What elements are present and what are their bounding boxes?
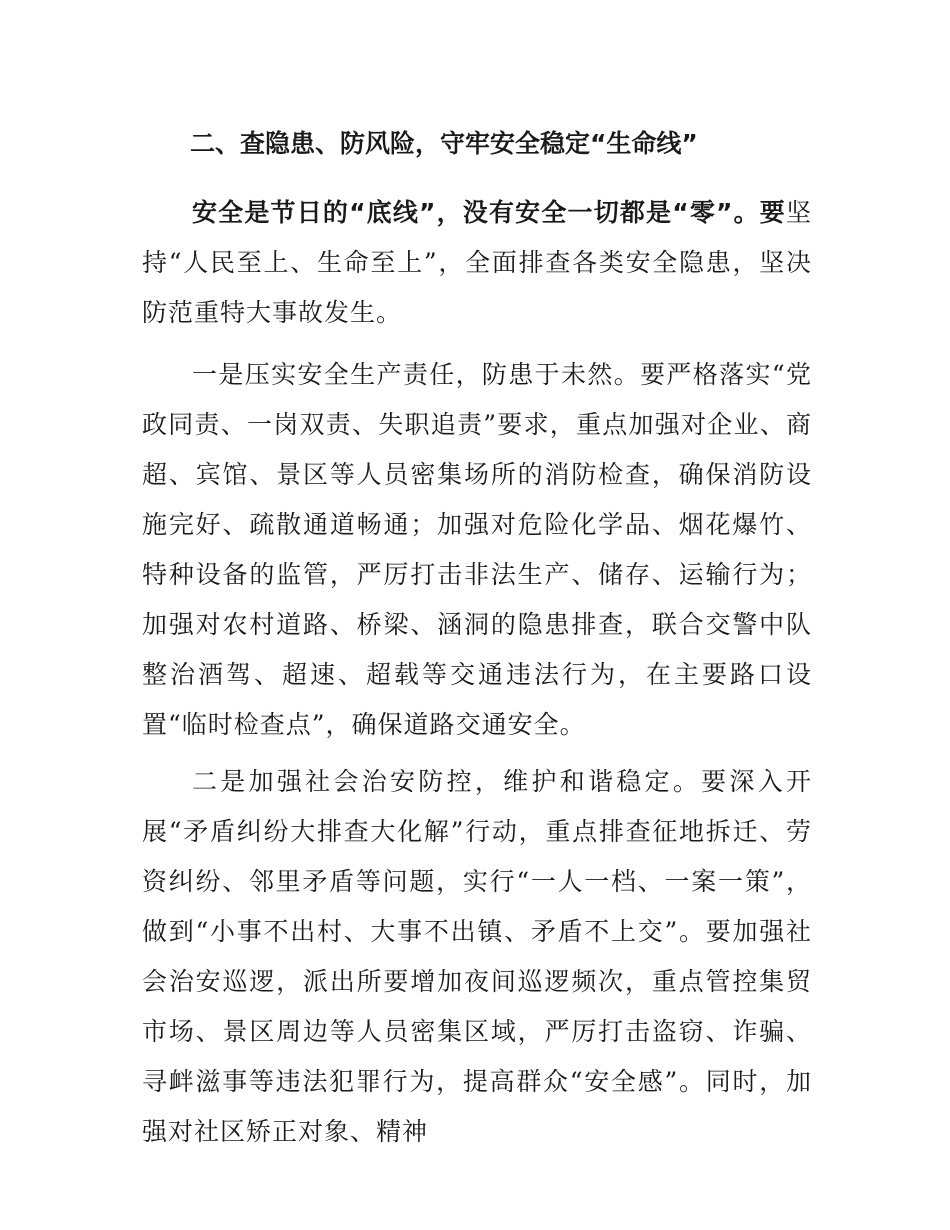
paragraph-text: 一是压实安全生产责任，防患于未然。要严格落实“党政同责、一岗双责、失职追责”要求，重点加强对企业、商超、宾馆、景区等人员密集场所的消防检查，确保消防设施完好、疏散通道畅通；加强对危险化学品、烟花爆竹、特种设备的监管，严厉打击非法生产、储存、运输行为；加强对农村道路、桥梁、涵洞的隐患排查，联合交警中队整治酒驾、超速、超载等交通违法行为，在主要路口设置“临时检查点”，确保道路交通安全。	[142, 360, 812, 739]
paragraph-public-security	[142, 757, 812, 1157]
paragraph-safety-bottom-line	[142, 188, 812, 338]
paragraph-text: 二是加强社会治安防控，维护和谐稳定。要深入开展“矛盾纠纷大排查大化解”行动，重点排查征地拆迁、劳资纠纷、邻里矛盾等问题，实行“一人一档、一案一策”，做到“小事不出村、大事不出镇、矛盾不上交”。要加强社会治安巡逻，派出所要增加夜间巡逻频次，重点管控集贸市场、景区周边等人员密集区域，严厉打击盗窃、诈骗、寻衅滋事等违法犯罪行为，提高群众“安全感”。同时，加强对社区矫正对象、精神	[142, 767, 812, 1146]
paragraph-text: 坚持“人民至上、生命至上”，全面排查各类安全隐患，坚决防范重特大事故发生。	[142, 198, 812, 327]
section-heading: 二、查隐患、防风险，守牢安全稳定“生命线”	[190, 129, 698, 158]
paragraph-lead-bold: 安全是节日的“底线”，没有安全一切都是“零”。要	[192, 198, 786, 227]
paragraph-production-safety	[142, 350, 812, 750]
